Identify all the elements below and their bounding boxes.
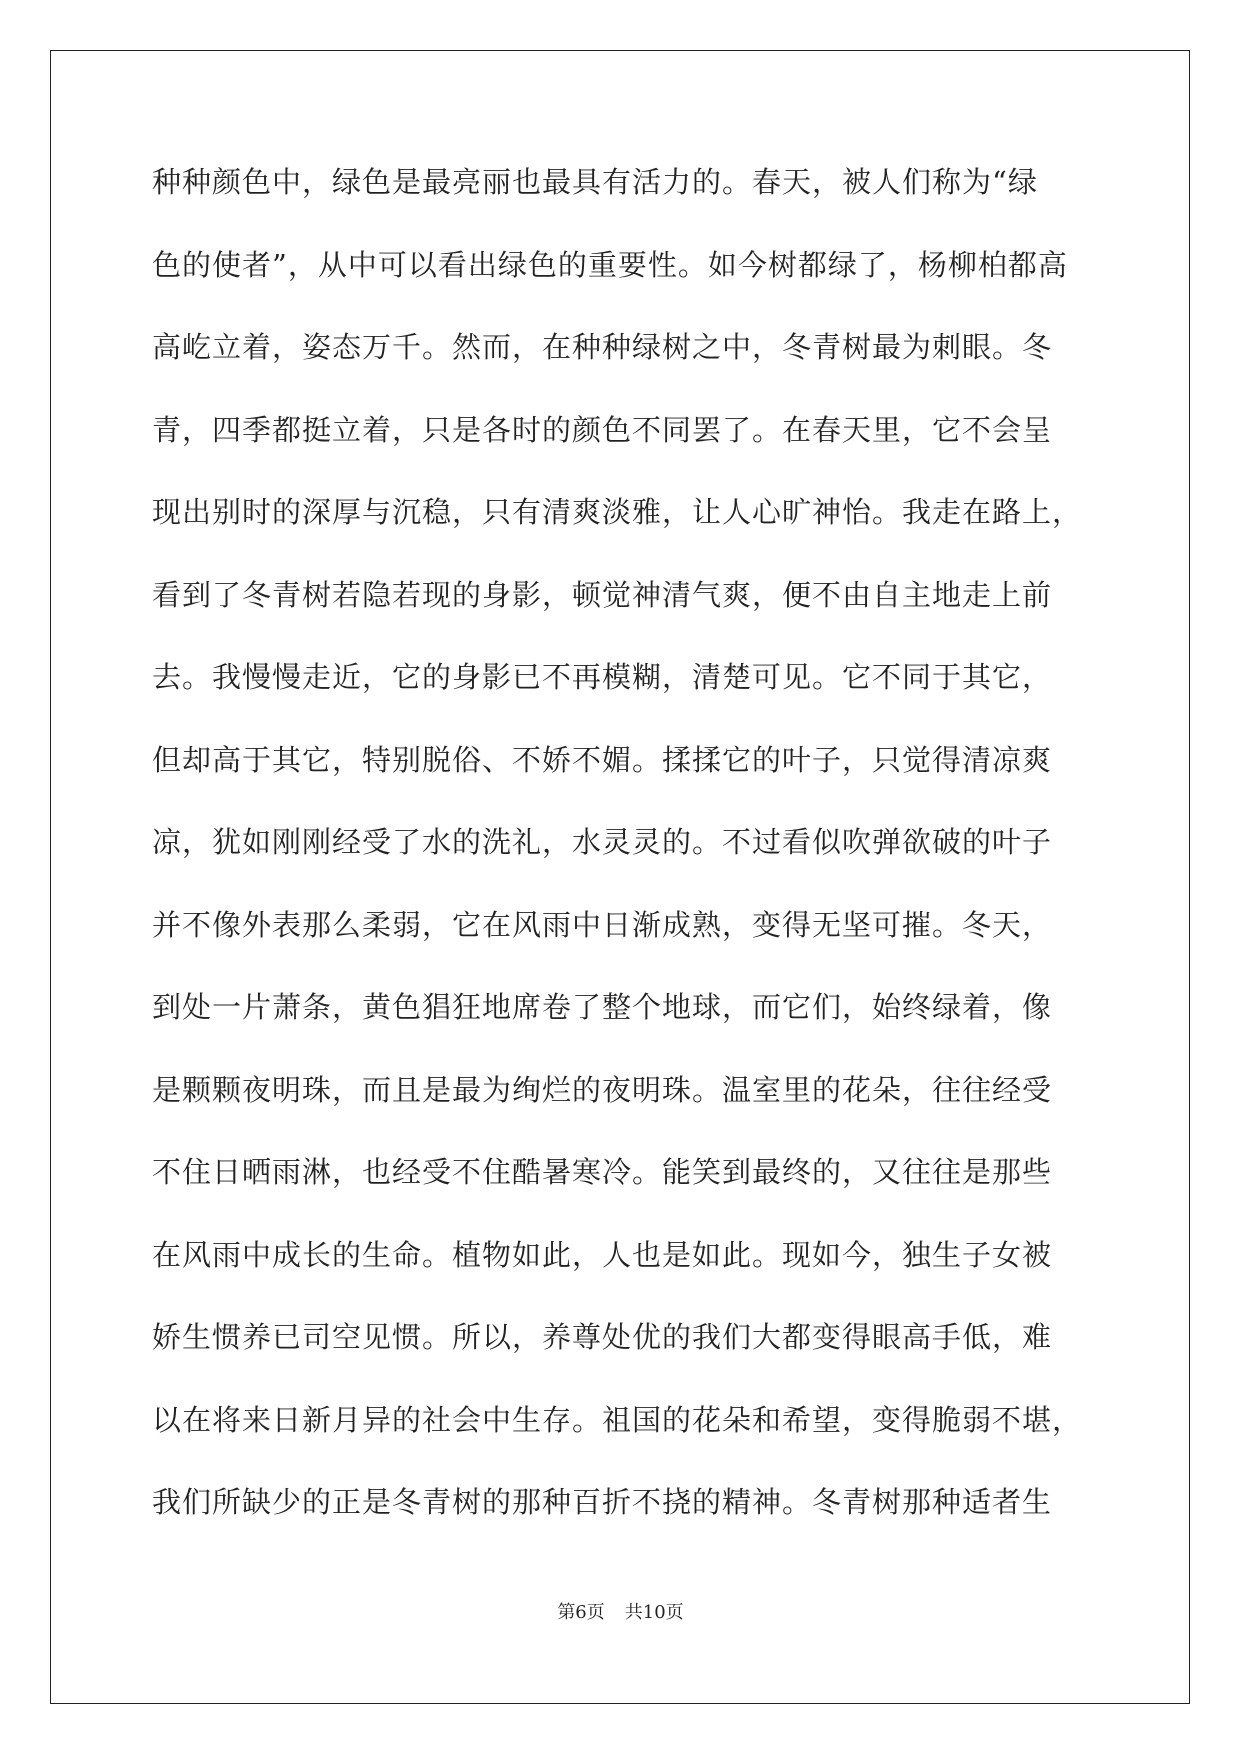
text-line-14: 在风雨中成长的生命。植物如此，人也是如此。现如今，独生子女被	[152, 1237, 1053, 1272]
text-line-12: 是颗颗夜明珠，而且是最为绚烂的夜明珠。温室里的花朵，往往经受	[152, 1072, 1053, 1107]
text-line-6: 看到了冬青树若隐若现的身影，顿觉神清气爽，便不由自主地走上前	[152, 577, 1053, 612]
text-line-15: 娇生惯养已司空见惯。所以，养尊处优的我们大都变得眼高手低，难	[152, 1320, 1053, 1354]
page-number: 第6页	[557, 1602, 605, 1623]
text-line-3: 高屹立着，姿态万千。然而，在种种绿树之中，冬青树最为刺眼。冬	[152, 330, 1053, 364]
text-line-8: 但却高于其它，特别脱俗、不娇不媚。揉揉它的叶子，只觉得清凉爽	[152, 742, 1053, 777]
text-line-13: 不住日晒雨淋，也经受不住酷暑寒冷。能笑到最终的，又往往是那些	[152, 1155, 1053, 1189]
text-line-7: 去。我慢慢走近，它的身影已不再模糊，清楚可见。它不同于其它，	[152, 660, 1053, 694]
text-line-1: 种种颜色中，绿色是最亮丽也最具有活力的。春天，被人们称为“绿	[152, 165, 1038, 199]
document-body	[152, 165, 1092, 1568]
text-line-5: 现出别时的深厚与沉稳，只有清爽淡雅，让人心旷神怡。我走在路上，	[152, 495, 1083, 529]
text-line-11: 到处一片萧条，黄色猖狂地席卷了整个地球，而它们，始终绿着，像	[152, 990, 1053, 1024]
text-line-9: 凉，犹如刚刚经受了水的洗礼，水灵灵的。不过看似吹弹欲破的叶子	[152, 825, 1053, 859]
page-total: 共10页	[624, 1602, 684, 1623]
text-line-16: 以在将来日新月异的社会中生存。祖国的花朵和希望，变得脆弱不堪，	[152, 1402, 1083, 1437]
text-line-10: 并不像外表那么柔弱，它在风雨中日渐成熟，变得无坚可摧。冬天，	[152, 907, 1053, 942]
page-footer	[0, 1598, 1241, 1624]
text-line-2: 色的使者”，从中可以看出绿色的重要性。如今树都绿了，杨柳柏都高	[152, 247, 1068, 282]
text-line-4: 青，四季都挺立着，只是各时的颜色不同罢了。在春天里，它不会呈	[152, 412, 1053, 447]
text-line-17: 我们所缺少的正是冬青树的那种百折不挠的精神。冬青树那种适者生	[152, 1485, 1053, 1519]
